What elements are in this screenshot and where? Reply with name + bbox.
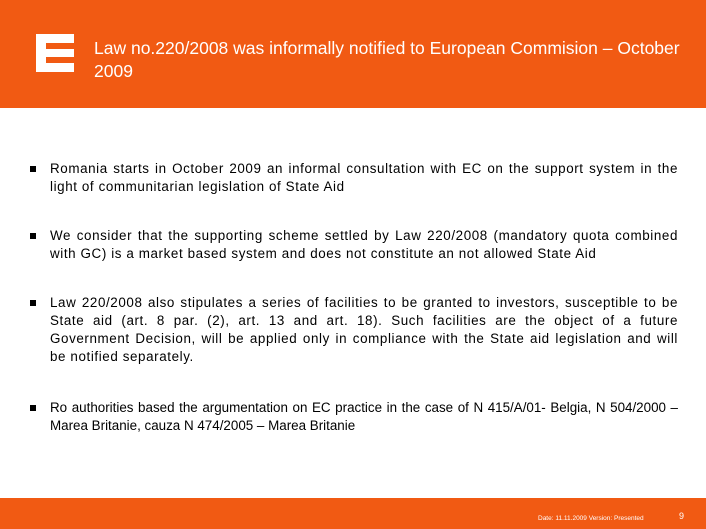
page-number: 9 xyxy=(679,511,685,521)
bullet-item xyxy=(30,294,678,366)
bullet-text: Law 220/2008 also stipulates a series of facilities to be granted to investors, susceptible to be State aid (art. 8 par. (2), art. 13 and art. 18). Such facilities are the object of a future Government Decision, will be applied only in compliance with the State aid legislation and will be notified separately. xyxy=(50,295,678,364)
bullet-marker-icon xyxy=(30,300,36,306)
footer-bar xyxy=(0,498,706,529)
bullet-item xyxy=(30,160,678,196)
bullet-text: Ro authorities based the argumentation on EC practice in the case of N 415/A/01- Belgia, N 504/2000 – Marea Britanie, cauza N 474/2005 – Marea Britanie xyxy=(50,400,678,433)
bullet-marker-icon xyxy=(30,405,36,411)
bullet-marker-icon xyxy=(30,166,36,172)
footer-meta: Date: 11.11.2009 Version: Presented xyxy=(538,515,644,522)
bullet-text: We consider that the supporting scheme settled by Law 220/2008 (mandatory quota combined with GC) is a market based system and does not constitute an not allowed State Aid xyxy=(50,228,678,261)
header-bar xyxy=(0,0,706,108)
bullet-marker-icon xyxy=(30,233,36,239)
cez-logo-icon xyxy=(36,34,74,72)
bullet-list xyxy=(30,160,678,435)
bullet-item xyxy=(30,227,678,263)
bullet-item xyxy=(30,399,678,435)
bullet-text: Romania starts in October 2009 an informal consultation with EC on the support system in the light of communitarian legislation of State Aid xyxy=(50,161,678,194)
slide-title: Law no.220/2008 was informally notified to European Commision – October 2009 xyxy=(94,38,680,81)
